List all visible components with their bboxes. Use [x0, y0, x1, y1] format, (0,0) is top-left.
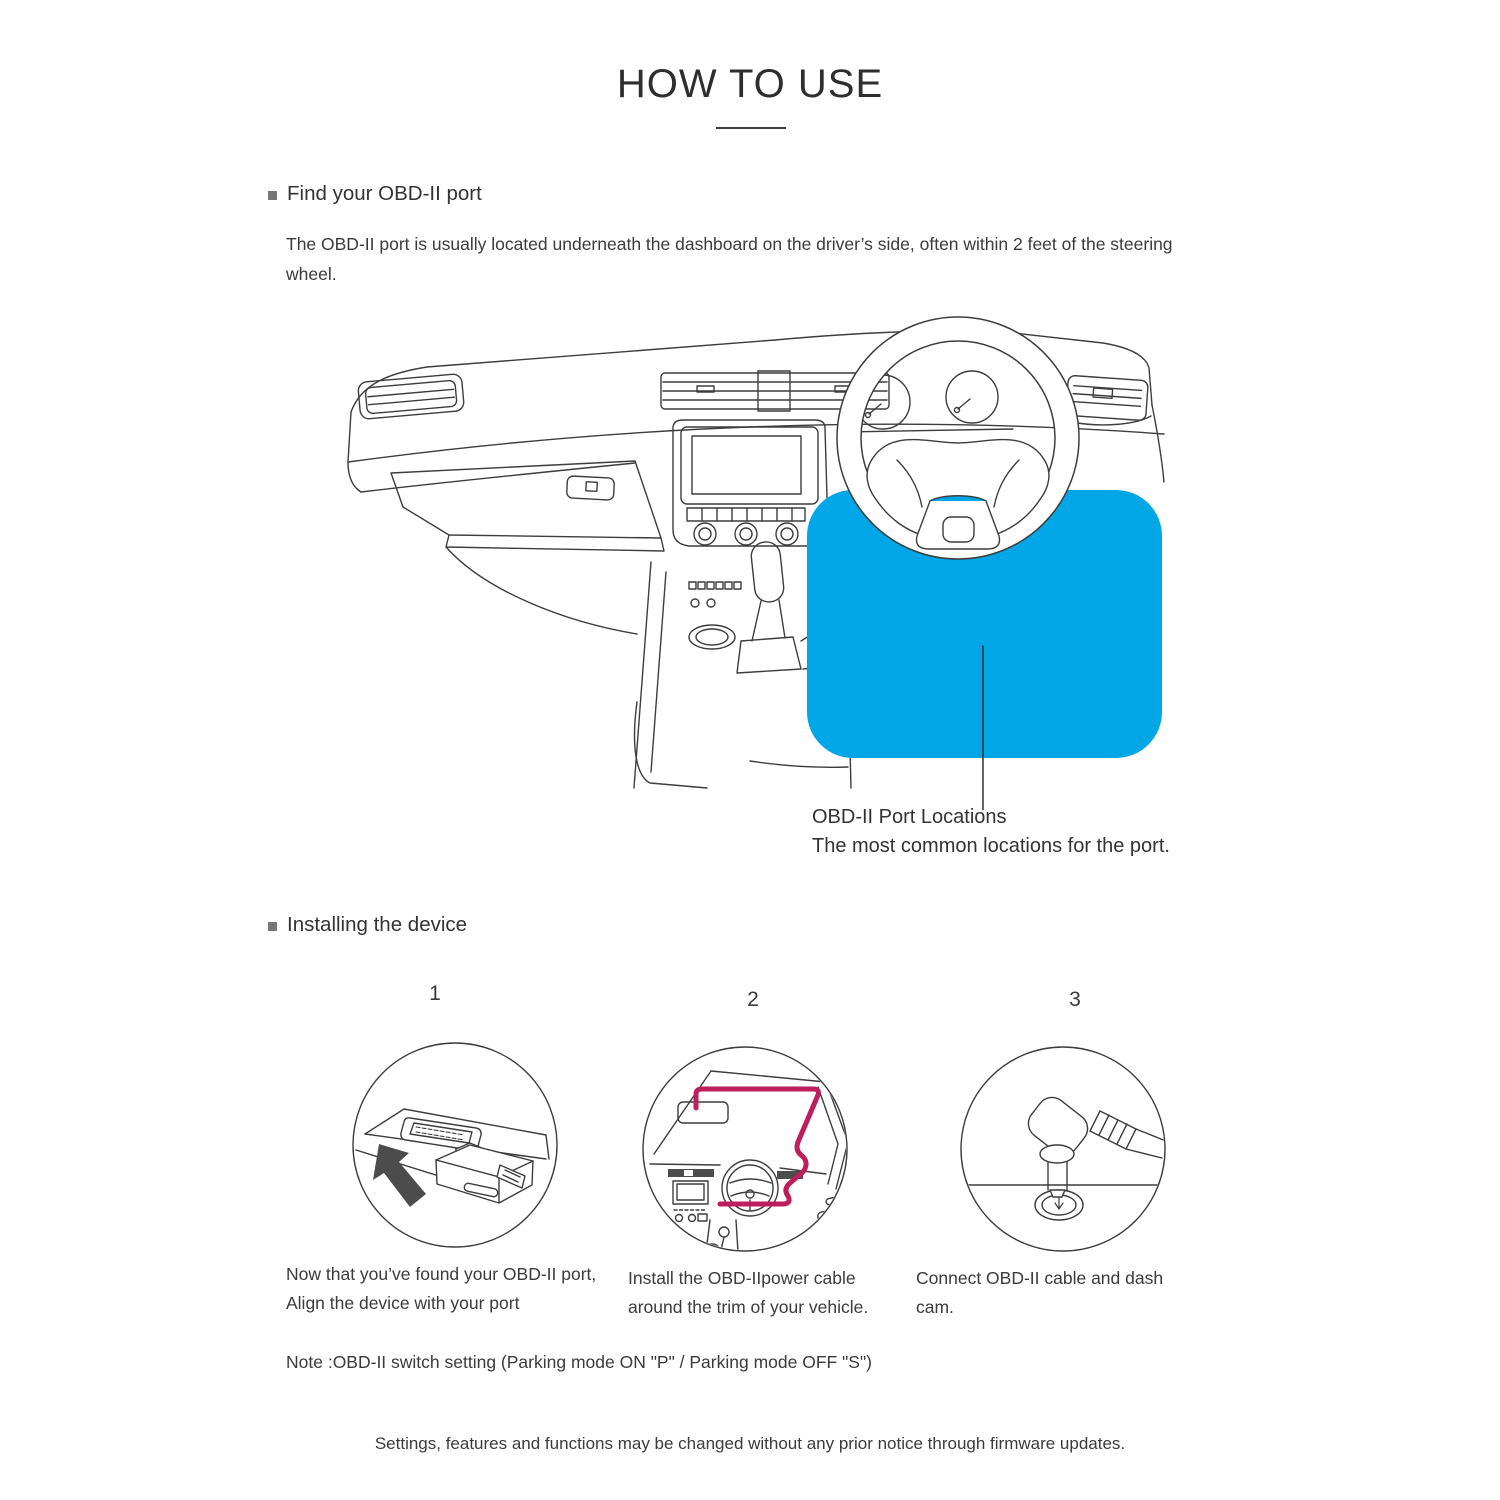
installing-heading: Installing the device	[287, 913, 468, 936]
square-bullet-icon	[268, 191, 277, 200]
plug-body-icon	[1022, 1091, 1093, 1197]
title-divider	[716, 127, 786, 129]
footer-text: Settings, features and functions may be changed without any prior notice through firmware updates.	[374, 1434, 1126, 1453]
cable-routing-illustration	[640, 1044, 850, 1254]
infotainment-stack	[673, 420, 828, 546]
left-vent-icon	[358, 374, 465, 420]
step-3-number: 3	[1069, 988, 1081, 1011]
power-cable-route	[696, 1089, 818, 1204]
obd-device-align-illustration	[350, 1040, 560, 1250]
obd-device-icon	[436, 1143, 533, 1203]
rearview-mirror-icon	[678, 1102, 728, 1123]
steering-hub-button	[943, 517, 974, 542]
up-arrow-icon	[373, 1144, 426, 1207]
right-vent-icon	[1066, 375, 1149, 420]
connector-plug-illustration	[958, 1044, 1168, 1254]
step-1-caption: Now that you’ve found your OBD-II port, Align the device with your port	[286, 1264, 597, 1313]
callout-subtitle: The most common locations for the port.	[812, 835, 1170, 857]
step-1-number: 1	[429, 982, 441, 1005]
note-text: Note :OBD-II switch setting (Parking mode ON "P" / Parking mode OFF "S")	[286, 1352, 873, 1372]
steering-wheel	[837, 317, 1079, 559]
cable-line	[1126, 1129, 1166, 1158]
square-bullet-icon	[268, 922, 277, 931]
page-title: HOW TO USE	[616, 62, 884, 106]
step-3-caption: Connect OBD-II cable and dash cam.	[916, 1268, 1164, 1317]
step-2-caption: Install the OBD-IIpower cable around the trim of your vehicle.	[628, 1268, 869, 1317]
vent-slat-gap	[684, 1170, 693, 1176]
strain-relief-coil	[1090, 1111, 1166, 1158]
car-dashboard-illustration	[345, 310, 1165, 810]
find-port-body: The OBD-II port is usually located underneath the dashboard on the driver’s side, often within 2 feet of the steering wheel.	[286, 234, 1173, 284]
find-port-heading: Find your OBD-II port	[287, 182, 482, 205]
step-2-number: 2	[747, 988, 759, 1011]
callout-title: OBD-II Port Locations	[812, 806, 1007, 828]
